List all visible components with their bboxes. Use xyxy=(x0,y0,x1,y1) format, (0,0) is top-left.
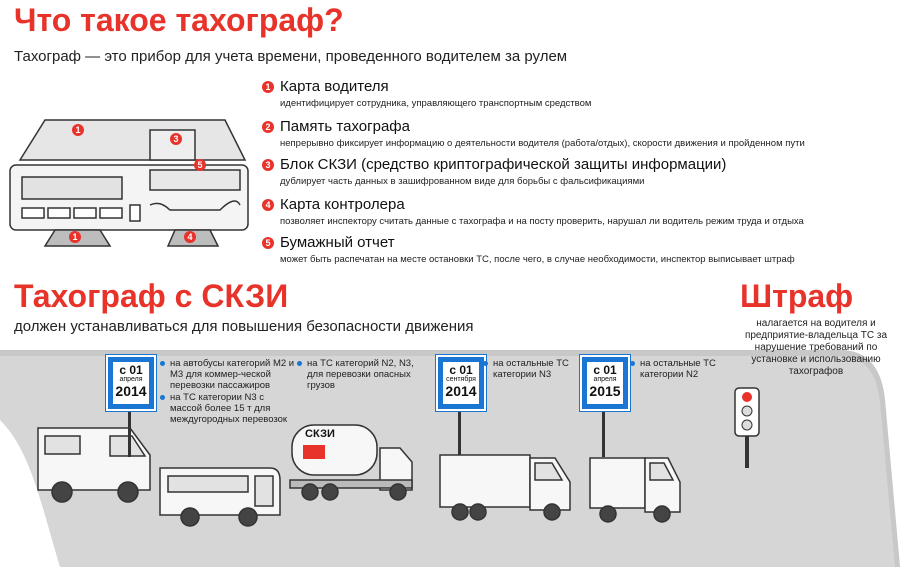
category-list-3 xyxy=(483,358,583,381)
marker-1b: 1 xyxy=(72,232,78,242)
sign-year: 2015 xyxy=(589,383,621,399)
feature-number: 1 xyxy=(262,81,274,93)
category-item: на автобусы категорий М2 и М3 для коммер-ческой перевозки пассажиров xyxy=(160,358,295,391)
feature-desc: позволяет инспектору считать данные с тахографа и на посту проверить, нарушал ли водитель режим труда и отдыха xyxy=(280,216,804,227)
sign-year: 2014 xyxy=(445,383,477,399)
marker-5: 5 xyxy=(197,160,203,170)
feature-number: 5 xyxy=(262,237,274,249)
sign-year: 2014 xyxy=(115,383,147,399)
feature-title: Бумажный отчет xyxy=(280,234,395,251)
tachograph-device xyxy=(10,120,248,246)
sign-from: с 01 xyxy=(593,363,617,377)
marker-3: 3 xyxy=(173,134,179,144)
category-item: на ТС категории N3 с массой более 15 т для междугородных перевозок xyxy=(160,392,295,425)
marker-1: 1 xyxy=(75,125,81,135)
date-sign-1 xyxy=(108,357,154,409)
feature-title: Карта водителя xyxy=(280,78,389,95)
category-item: на остальные ТС категории N2 xyxy=(630,358,730,380)
category-list-1 xyxy=(160,358,295,426)
feature-title: Память тахографа xyxy=(280,118,410,135)
sign-from: с 01 xyxy=(449,363,473,377)
date-sign-2 xyxy=(438,357,484,409)
feature-title: Блок СКЗИ (средство криптографической защиты информации) xyxy=(280,156,727,173)
feature-number: 2 xyxy=(262,121,274,133)
tanker-label: СКЗИ xyxy=(305,428,335,440)
fine-text: налагается на водителя и предприятие-владельца ТС за нарушение требований по установке и использованию тахографов xyxy=(744,318,888,377)
category-list-4 xyxy=(630,358,730,381)
category-item: на ТС категорий N2, N3, для перевозки опасных грузов xyxy=(297,358,427,391)
feature-desc: идентифицирует сотрудника, управляющего транспортным средством xyxy=(280,98,592,109)
date-sign-3 xyxy=(582,357,628,409)
feature-desc: непрерывно фиксирует информацию о деятельности водителя (работа/отдых), скорости движения и пройденном пути xyxy=(280,138,805,149)
marker-4: 4 xyxy=(187,232,193,242)
skzi-title: Тахограф с СКЗИ xyxy=(14,278,289,314)
sign-month: апреля xyxy=(119,376,143,383)
category-list-2 xyxy=(297,358,427,392)
page-title: Что такое тахограф? xyxy=(14,2,344,38)
fine-title: Штраф xyxy=(740,278,854,314)
skzi-subtitle: должен устанавливаться для повышения безопасности движения xyxy=(14,318,474,335)
page-subtitle: Тахограф — это прибор для учета времени, проведенного водителем за рулем xyxy=(14,48,568,65)
feature-desc: дублирует часть данных в зашифрованном виде для борьбы с фальсификациями xyxy=(280,176,645,187)
sign-month: апреля xyxy=(593,376,617,383)
feature-title: Карта контролера xyxy=(280,196,405,213)
feature-number: 3 xyxy=(262,159,274,171)
sign-from: с 01 xyxy=(119,363,143,377)
category-item: на остальные ТС категории N3 xyxy=(483,358,583,380)
feature-number: 4 xyxy=(262,199,274,211)
sign-month: сентября xyxy=(446,376,476,383)
feature-desc: может быть распечатан на месте остановки ТС, после чего, в случае необходимости, инспектор выписывает штраф xyxy=(280,254,795,265)
